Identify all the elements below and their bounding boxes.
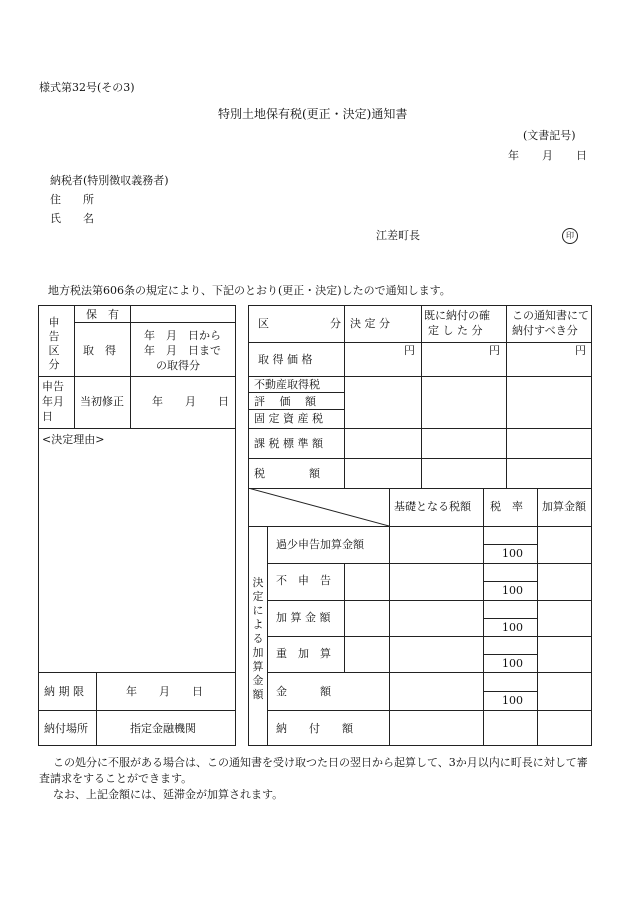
jukasan-label: 重 加 算 [276, 647, 331, 660]
yen-unit-1: 円 [404, 344, 415, 357]
footer-appeal-notice: この処分に不服がある場合は、この通知書を受け取つた日の翌日から起算して、3か月以内に町長に対して審査請求をすることができます。 [39, 756, 588, 785]
kotei-label: 固 定 資 産 税 [254, 412, 323, 425]
due-label: 納 期 限 [44, 685, 84, 698]
kasho-label: 過少申告加算金額 [276, 538, 364, 551]
vertical-kasan-label: 決定による加算金額 [252, 576, 264, 701]
kin-label: 金 額 [276, 685, 331, 698]
hyoka-label: 評 価 額 [254, 395, 316, 408]
document-title: 特別土地保有税(更正・決定)通知書 [218, 107, 408, 121]
kono-column-line2: 納付すべき分 [512, 324, 578, 337]
name-label: 氏 名 [50, 212, 94, 225]
diagonal-header [248, 488, 389, 526]
rate-value-2: 100 [502, 584, 523, 597]
date-year: 年 [508, 149, 519, 162]
rate-value-1: 100 [502, 547, 523, 560]
footer-late-fee-notice: なお、上記金額には、延滞金が加算されます。 [53, 788, 284, 801]
reason-label: <決定理由> [42, 433, 105, 446]
kino-column-line1: 既に納付の確 [424, 309, 490, 322]
form-number: 様式第32号(その3) [39, 81, 135, 94]
place-value: 指定金融機関 [130, 722, 196, 735]
fushinkoku-label: 不 申 告 [276, 574, 331, 587]
toshoshusei-label: 当初修正 [80, 395, 124, 408]
taxpayer-label: 納税者(特別徴収義務者) [50, 174, 169, 187]
shutoku-label: 取 得 [83, 344, 116, 357]
zeiritsu-column: 税 率 [490, 500, 523, 513]
rate-value-4: 100 [502, 657, 523, 670]
period-suffix: の取得分 [156, 359, 200, 372]
document-code: (文書記号) [523, 129, 576, 142]
kasan-column: 加算金額 [542, 500, 586, 513]
due-date: 年 月 日 [126, 685, 203, 698]
yen-unit-2: 円 [489, 344, 500, 357]
kazei-label: 課 税 標 準 額 [254, 437, 323, 450]
seal-mark: 印 [562, 228, 578, 244]
period-from: 年 月 日から [144, 329, 221, 342]
date-day: 日 [576, 149, 587, 162]
bun-label: 分 [330, 317, 341, 330]
toshoshusei-date: 年 月 日 [152, 395, 229, 408]
place-label: 納付場所 [44, 722, 88, 735]
rate-value-5: 100 [502, 694, 523, 707]
hoyu-label: 保 有 [86, 308, 119, 321]
kiso-column: 基礎となる税額 [394, 500, 471, 513]
kasankin-label: 加 算 金 額 [276, 611, 331, 624]
shinkoku-kubun-label: 申告区分 [48, 316, 60, 371]
kubun-label: 区 [258, 317, 269, 330]
kino-column-line2: 定 し た 分 [428, 324, 483, 337]
fudosan-label: 不動産取得税 [254, 378, 320, 391]
nofu-label: 納 付 額 [276, 722, 353, 735]
zeigaku-label: 税 額 [254, 467, 320, 480]
left-table [38, 305, 236, 746]
yen-unit-3: 円 [575, 344, 586, 357]
address-label: 住 所 [50, 193, 94, 206]
kono-column-line1: この通知書にて [512, 309, 589, 322]
shinkoku-date-label: 申告年月日 [42, 380, 64, 423]
rate-value-3: 100 [502, 621, 523, 634]
period-to: 年 月 日まで [144, 344, 221, 357]
shutoku-kakaku-label: 取 得 価 格 [258, 353, 313, 366]
intro-text: 地方税法第606条の規定により、下記のとおり(更正・決定)したので通知します。 [48, 284, 451, 297]
date-month: 月 [542, 149, 553, 162]
kettei-column: 決 定 分 [350, 317, 390, 330]
issuer-name: 江差町長 [376, 229, 420, 242]
